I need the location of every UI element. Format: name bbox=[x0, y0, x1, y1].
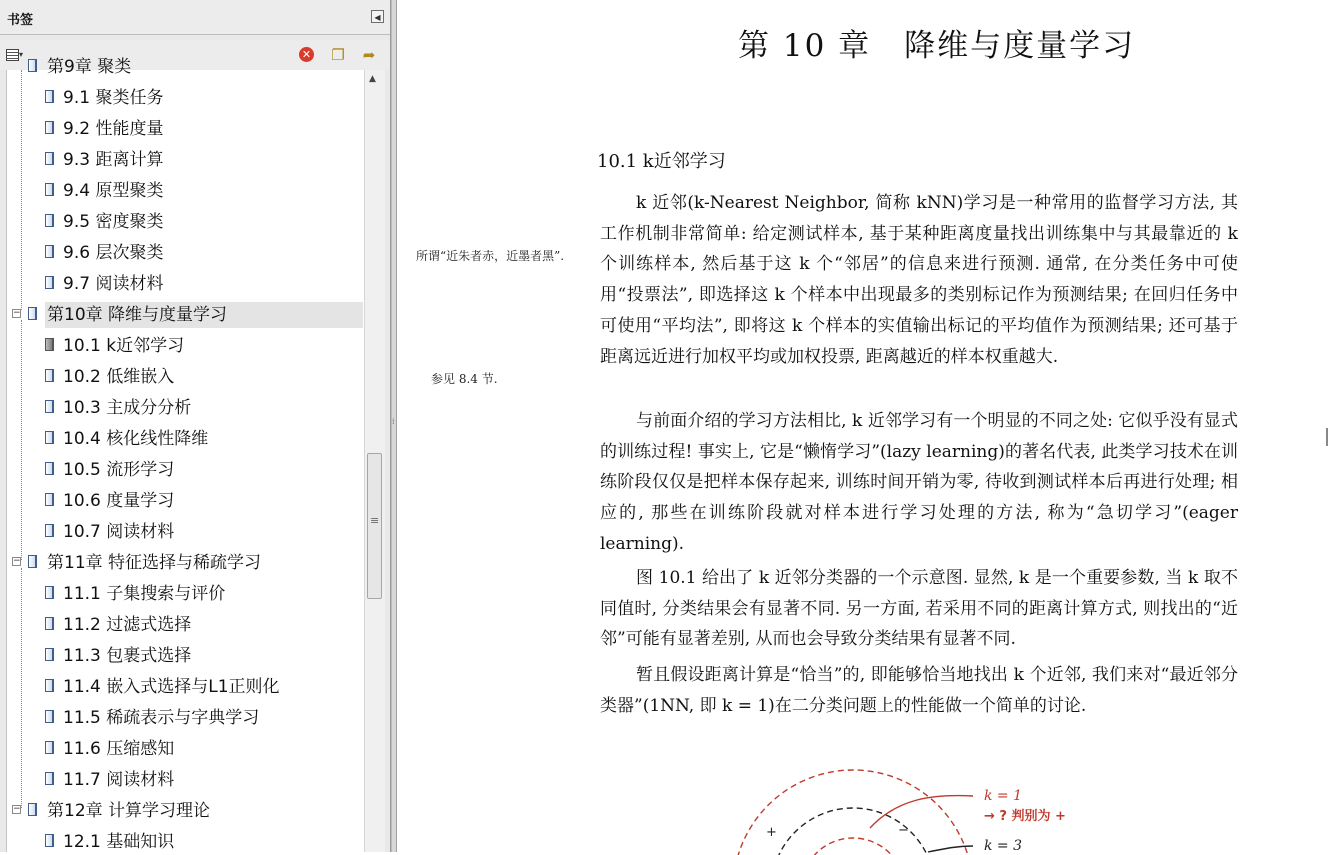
bookmark-icon bbox=[45, 834, 54, 847]
bookmark-item[interactable] bbox=[7, 705, 363, 731]
dropdown-arrow-icon: ▾ bbox=[19, 50, 24, 59]
bookmark-item[interactable] bbox=[7, 240, 363, 266]
margin-note: 参见 8.4 节. bbox=[431, 372, 498, 386]
minus-point: − bbox=[898, 823, 909, 838]
bookmark-label: 9.4 原型聚类 bbox=[63, 181, 164, 201]
bookmark-icon bbox=[45, 152, 54, 165]
label-k3: k = 3 bbox=[984, 838, 1023, 854]
bookmark-item[interactable] bbox=[7, 271, 363, 297]
bookmark-chapter[interactable] bbox=[7, 54, 363, 80]
bookmark-label: 9.3 距离计算 bbox=[63, 150, 164, 170]
body-paragraph: k 近邻(k-Nearest Neighbor, 简称 kNN)学习是一种常用的监督学习方法, 其工作机制非常简单: 给定测试样本, 基于某种距离度量找出训练集中与其最靠近的 k 个训练样本, 然后基于这 k 个“邻居”的信息来进行预测. 通常, 在分类任务中可使用“投票法”, 即选择这 k 个样本中出现最多的类别标记作为预测结果; 在回归任务中可使用“平均法”, 即将这 k 个样本的实值输出标记的平均值作为预测结果; 还可基于距离远近进行加权平均或加权投票, 距离越近的样本权重越大. bbox=[600, 193, 1238, 367]
bookmark-icon bbox=[28, 307, 37, 320]
bookmark-label: 10.1 k近邻学习 bbox=[63, 336, 185, 356]
bookmark-icon bbox=[28, 59, 37, 72]
scroll-grip-icon: ≡ bbox=[370, 514, 380, 527]
bookmark-icon bbox=[45, 586, 54, 599]
document-page bbox=[398, 0, 1330, 852]
bookmark-label: 9.7 阅读材料 bbox=[63, 274, 164, 294]
collapse-toggle-icon[interactable]: − bbox=[13, 308, 21, 318]
chapter-title: 第 10 章 降维与度量学习 bbox=[738, 28, 1136, 64]
bookmark-item[interactable] bbox=[7, 736, 363, 762]
bookmark-label: 9.5 密度聚类 bbox=[63, 212, 164, 232]
bookmark-label: 11.7 阅读材料 bbox=[63, 770, 175, 790]
collapse-toggle-icon[interactable]: − bbox=[13, 804, 21, 814]
bookmark-icon bbox=[45, 400, 54, 413]
bookmark-icon bbox=[45, 772, 54, 785]
bookmark-icon bbox=[45, 648, 54, 661]
bookmark-item[interactable] bbox=[7, 209, 363, 235]
bookmark-item[interactable] bbox=[7, 767, 363, 793]
bookmark-icon bbox=[45, 617, 54, 630]
bookmark-label: 11.4 嵌入式选择与L1正则化 bbox=[63, 677, 280, 697]
bookmark-label: 11.1 子集搜索与评价 bbox=[63, 584, 226, 604]
body-paragraph: 与前面介绍的学习方法相比, k 近邻学习有一个明显的不同之处: 它似乎没有显式的训练过程! 事实上, 它是“懒惰学习”(lazy learning)的著名代表, 此类学习技术在训练阶段仅仅是把样本保存起来, 训练时间开销为零, 待收到测试样本后再进行处理; 相应的, 那些在训练阶段就对样本进行学习处理的方法, 称为“急切学习”(eager learning). bbox=[600, 411, 1238, 554]
knn-figure bbox=[748, 760, 1098, 852]
current-bookmark-icon bbox=[45, 338, 54, 351]
bookmarks-panel bbox=[0, 0, 391, 852]
body-paragraph: 图 10.1 给出了 k 近邻分类器的一个示意图. 显然, k 是一个重要参数, 当 k 取不同值时, 分类结果会有显著不同. 另一方面, 若采用不同的距离计算方式, 则找出的“近邻”可能有显著差别, 从而也会导致分类结果有显著不同. bbox=[600, 568, 1238, 650]
margin-note: 所谓“近朱者赤，近墨者黑”. bbox=[416, 249, 565, 263]
middle-circle bbox=[771, 808, 935, 855]
bookmark-label: 12.1 基础知识 bbox=[63, 832, 175, 852]
bookmark-label: 11.2 过滤式选择 bbox=[63, 615, 192, 635]
body-paragraph: 暂且假设距离计算是“恰当”的, 即能够恰当地找出 k 个近邻, 我们来对“最近邻分类器”(1NN, 即 k = 1)在二分类问题上的性能做一个简单的讨论. bbox=[600, 665, 1238, 716]
bookmark-item[interactable] bbox=[7, 457, 363, 483]
bookmark-item[interactable] bbox=[7, 178, 363, 204]
bookmark-item[interactable] bbox=[7, 612, 363, 638]
bookmarks-scrollbar[interactable] bbox=[364, 70, 385, 852]
expand-bookmark-icon: ➦ bbox=[362, 46, 376, 64]
bookmark-icon bbox=[45, 369, 54, 382]
bookmark-item[interactable] bbox=[7, 85, 363, 111]
bookmark-icon bbox=[45, 121, 54, 134]
bookmark-icon bbox=[28, 803, 37, 816]
plus-point: + bbox=[766, 825, 777, 840]
outer-circle bbox=[733, 770, 973, 855]
panel-title: 书签 bbox=[7, 13, 34, 28]
delete-bookmark-icon: ✕ bbox=[299, 47, 314, 62]
bookmark-item[interactable] bbox=[7, 488, 363, 514]
bookmark-label: 10.4 核化线性降维 bbox=[63, 429, 209, 449]
bookmark-icon bbox=[45, 276, 54, 289]
scroll-thumb[interactable] bbox=[367, 453, 382, 599]
bookmark-item[interactable] bbox=[7, 116, 363, 142]
bookmark-item[interactable] bbox=[7, 395, 363, 421]
bookmark-item[interactable] bbox=[7, 643, 363, 669]
bookmark-label: 第11章 特征选择与稀疏学习 bbox=[47, 553, 262, 573]
bookmark-tree bbox=[6, 57, 364, 852]
bookmark-item[interactable] bbox=[7, 519, 363, 545]
bookmark-icon bbox=[45, 183, 54, 196]
bookmark-label: 11.5 稀疏表示与字典学习 bbox=[63, 708, 260, 728]
bookmark-icon bbox=[45, 90, 54, 103]
bookmark-chapter[interactable] bbox=[7, 550, 363, 576]
bookmark-label: 10.5 流形学习 bbox=[63, 460, 175, 480]
bookmark-label: 10.7 阅读材料 bbox=[63, 522, 175, 542]
bookmark-item[interactable] bbox=[7, 674, 363, 700]
bookmark-item[interactable] bbox=[7, 147, 363, 173]
splitter-grip-icon: ⁞ bbox=[392, 417, 395, 426]
bookmark-icon bbox=[45, 524, 54, 537]
new-bookmark-icon: ❐ bbox=[331, 46, 345, 64]
bookmark-item[interactable] bbox=[7, 333, 363, 359]
bookmark-item[interactable] bbox=[7, 364, 363, 390]
bookmark-label: 第10章 降维与度量学习 bbox=[47, 305, 228, 325]
bookmark-icon bbox=[45, 679, 54, 692]
bookmark-icon bbox=[45, 214, 54, 227]
scroll-up-icon[interactable]: ▲ bbox=[369, 74, 376, 84]
page-edge-marker bbox=[1326, 428, 1328, 446]
bookmark-label: 10.6 度量学习 bbox=[63, 491, 175, 511]
bookmark-label: 9.1 聚类任务 bbox=[63, 88, 164, 108]
bookmark-item[interactable] bbox=[7, 426, 363, 452]
bookmark-label: 11.6 压缩感知 bbox=[63, 739, 175, 759]
bookmark-icon bbox=[45, 462, 54, 475]
inner-circle bbox=[801, 838, 905, 855]
bookmark-icon bbox=[45, 710, 54, 723]
collapse-panel-button[interactable]: ◀ bbox=[371, 10, 384, 23]
bookmark-label: 第12章 计算学习理论 bbox=[47, 801, 211, 821]
section-heading: 10.1 k近邻学习 bbox=[597, 151, 726, 172]
k1-arrow bbox=[870, 796, 973, 828]
bookmark-icon bbox=[28, 555, 37, 568]
bookmark-icon bbox=[45, 245, 54, 258]
bookmark-icon bbox=[45, 431, 54, 444]
bookmark-label: 11.3 包裹式选择 bbox=[63, 646, 192, 666]
collapse-toggle-icon[interactable]: − bbox=[13, 556, 21, 566]
panel-splitter[interactable] bbox=[391, 0, 397, 852]
panel-header bbox=[0, 0, 390, 35]
bookmark-item[interactable] bbox=[7, 581, 363, 607]
label-k1: k = 1 bbox=[984, 788, 1023, 804]
bookmark-icon bbox=[45, 493, 54, 506]
bookmark-icon bbox=[45, 741, 54, 754]
bookmark-label: 9.6 层次聚类 bbox=[63, 243, 164, 263]
bookmark-label: 9.2 性能度量 bbox=[63, 119, 164, 139]
bookmark-chapter[interactable] bbox=[7, 798, 363, 824]
bookmark-chapter[interactable] bbox=[13, 302, 363, 328]
bookmark-label: 第9章 聚类 bbox=[47, 57, 132, 77]
bookmark-item[interactable] bbox=[7, 829, 363, 855]
bookmark-label: 10.3 主成分分析 bbox=[63, 398, 192, 418]
label-judge: → ? 判别为 + bbox=[984, 809, 1066, 824]
bookmark-label: 10.2 低维嵌入 bbox=[63, 367, 175, 387]
